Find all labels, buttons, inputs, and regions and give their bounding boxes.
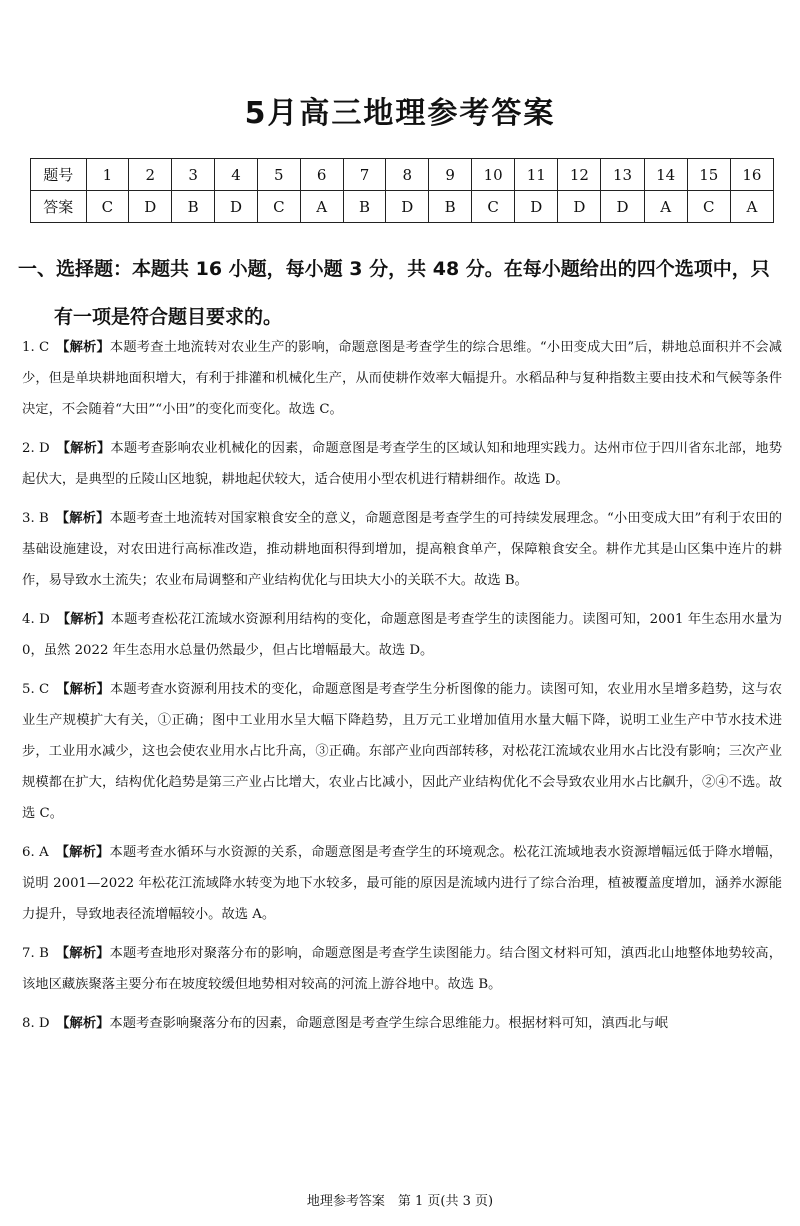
table-cell: A <box>644 191 687 223</box>
item-text: 本题考查水循环与水资源的关系，命题意图是考查学生的环境观念。松花江流域地表水资源增幅远低于降水增幅，说明 2001—2022 年松花江流域降水转变为地下水较多，最可能的原因是流域内进行了综合治理，植被覆盖度增加，涵养水源能力提升，导致地表径流增幅较小。故选 A。 <box>22 845 783 922</box>
table-cell: 14 <box>644 159 687 191</box>
table-cell: 12 <box>558 159 601 191</box>
list-item <box>22 604 782 666</box>
table-cell: D <box>515 191 558 223</box>
item-number: 8. D <box>22 1016 50 1031</box>
analysis-tag: 【解析】 <box>63 441 111 456</box>
analysis-tag: 【解析】 <box>62 511 110 526</box>
table-cell: 13 <box>601 159 644 191</box>
table-cell: 8 <box>386 159 429 191</box>
item-text: 本题考查松花江流域水资源利用结构的变化，命题意图是考查学生的读图能力。读图可知，2001 年生态用水量为 0，虽然 2022 年生态用水总量仍然最少，但占比增幅最大。故选 D。 <box>22 612 782 658</box>
table-cell: 10 <box>472 159 515 191</box>
table-cell: D <box>215 191 258 223</box>
table-cell: B <box>343 191 386 223</box>
list-item <box>22 938 782 1000</box>
table-cell: 5 <box>257 159 300 191</box>
item-text: 本题考查地形对聚落分布的影响，命题意图是考查学生读图能力。结合图文材料可知，滇西北山地整体地势较高，该地区藏族聚落主要分布在坡度较缓但地势相对较高的河流上游谷地中。故选 B。 <box>22 946 782 992</box>
section-heading-line-1: 一、选择题：本题共 16 小题，每小题 3 分，共 48 分。在每小题给出的四个选项中，只 <box>18 258 770 280</box>
item-text: 本题考查土地流转对国家粮食安全的意义，命题意图是考查学生的可持续发展理念。“小田变成大田”有利于农田的基础设施建设，对农田进行高标准改造，推动耕地面积得到增加，提高粮食单产，保障粮食安全。耕作尤其是山区集中连片的耕作，易导致水土流失；农业布局调整和产业结构优化与田块大小的关联不大。故选 B。 <box>22 511 782 588</box>
answer-table <box>30 158 774 223</box>
item-text: 本题考查水资源利用技术的变化，命题意图是考查学生分析图像的能力。读图可知，农业用水呈增多趋势，这与农业生产规模扩大有关，①正确；图中工业用水呈大幅下降趋势，且万元工业增加值用水量大幅下降，说明工业生产中节水技术进步，工业用水减少，这也会使农业用水占比升高，③正确。东部产业向西部转移，对松花江流域农业用水占比没有影响；三次产业规模都在扩大，结构优化趋势是第三产业占比增大，农业占比减小，因此产业结构优化不会导致农业用水占比飙升，②④不选。故选 C。 <box>22 682 782 821</box>
item-number: 4. D <box>22 612 50 627</box>
item-number: 2. D <box>22 441 50 456</box>
table-cell: A <box>730 191 773 223</box>
analysis-tag: 【解析】 <box>62 845 110 860</box>
table-cell: D <box>386 191 429 223</box>
table-cell: D <box>558 191 601 223</box>
table-cell: 7 <box>343 159 386 191</box>
table-cell: 16 <box>730 159 773 191</box>
table-cell: B <box>172 191 215 223</box>
section-heading <box>18 245 788 341</box>
table-cell: 2 <box>129 159 172 191</box>
table-cell: 3 <box>172 159 215 191</box>
table-row-answers <box>31 191 774 223</box>
table-cell: D <box>129 191 172 223</box>
table-cell: B <box>429 191 472 223</box>
analysis-tag: 【解析】 <box>62 340 110 355</box>
table-cell: 6 <box>300 159 343 191</box>
analysis-tag: 【解析】 <box>62 682 110 697</box>
table-cell: 1 <box>86 159 129 191</box>
list-item <box>22 433 782 495</box>
item-number: 6. A <box>22 845 49 860</box>
table-cell: 9 <box>429 159 472 191</box>
list-item <box>22 503 782 596</box>
analysis-tag: 【解析】 <box>62 946 110 961</box>
item-text: 本题考查影响聚落分布的因素，命题意图是考查学生综合思维能力。根据材料可知，滇西北与岷 <box>109 1016 668 1031</box>
table-cell: C <box>472 191 515 223</box>
page-footer: 地理参考答案 第 1 页(共 3 页) <box>306 1194 494 1209</box>
list-item <box>22 674 782 829</box>
item-number: 1. C <box>22 340 50 355</box>
item-number: 7. B <box>22 946 49 961</box>
table-cell: C <box>257 191 300 223</box>
table-row-header: 题号 <box>31 159 87 191</box>
table-cell: 11 <box>515 159 558 191</box>
item-number: 5. C <box>22 682 50 697</box>
item-text: 本题考查影响农业机械化的因素，命题意图是考查学生的区域认知和地理实践力。达州市位于四川省东北部，地势起伏大，是典型的丘陵山区地貌，耕地起伏较大，适合使用小型农机进行精耕细作。故选 D。 <box>22 441 783 487</box>
section-heading-line-2: 有一项是符合题目要求的。 <box>54 306 283 328</box>
table-cell: C <box>687 191 730 223</box>
table-row-header: 答案 <box>31 191 87 223</box>
analysis-tag: 【解析】 <box>62 1016 110 1031</box>
table-cell: 4 <box>215 159 258 191</box>
page-title: 5月高三地理参考答案 <box>244 96 556 131</box>
table-cell: 15 <box>687 159 730 191</box>
list-item <box>22 837 782 930</box>
item-number: 3. B <box>22 511 49 526</box>
list-item <box>22 1008 782 1039</box>
table-row-question-numbers <box>31 159 774 191</box>
table-cell: D <box>601 191 644 223</box>
explanation-list <box>22 332 782 1047</box>
item-text: 本题考查土地流转对农业生产的影响，命题意图是考查学生的综合思维。“小田变成大田”后，耕地总面积并不会减少，但是单块耕地面积增大，有利于排灌和机械化生产，从而使耕作效率大幅提升。水稻品种与复种指数主要由技术和气候等条件决定，不会随着“大田”“小田”的变化而变化。故选 C。 <box>22 340 782 417</box>
table-cell: A <box>300 191 343 223</box>
table-cell: C <box>86 191 129 223</box>
analysis-tag: 【解析】 <box>63 612 111 627</box>
list-item <box>22 332 782 425</box>
